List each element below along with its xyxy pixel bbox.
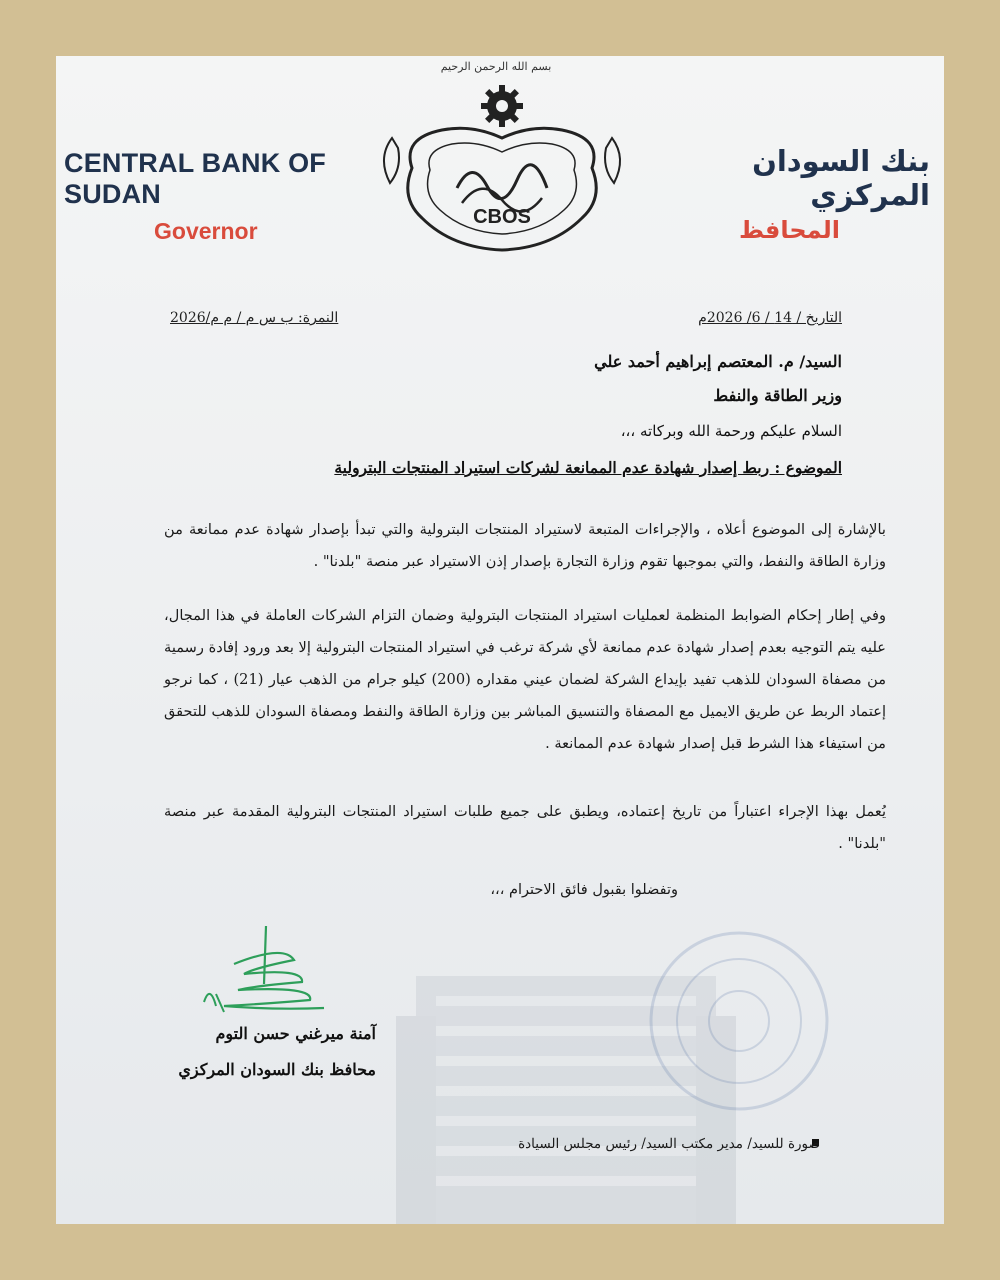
body-paragraph-3: يُعمل بهذا الإجراء اعتباراً من تاريخ إعتماده، ويطبق على جميع طلبات استيراد المنتجات البترولية المقدمة عبر منصة "بلدنا" . [164, 803, 886, 852]
logo-text: CBOS [473, 206, 531, 228]
signatory-name: آمنة ميرغني حسن التوم [215, 1024, 376, 1043]
body-paragraph-1: بالإشارة إلى الموضوع أعلاه ، والإجراءات المتبعة لاستيراد المنتجات البترولية والتي تبدأ بإصدار شهادة عدم ممانعة من وزارة الطاقة والنفط، والتي بموجبها تقوم وزارة التجارة بإصدار إذن الاستيراد عبر منصة "بلدنا" . [164, 521, 886, 570]
bank-name-arabic: بنك السودان المركزي [752, 144, 930, 212]
body-paragraph-2: وفي إطار إحكام الضوابط المنظمة لعمليات استيراد المنتجات البترولية وضمان التزام الشركات العاملة في هذا المجال، عليه يتم التوجيه بعدم إصدار شهادة عدم ممانعة لأي شركة ترغب في استيراد المنتجات البترولية إلا بعد ورود إفادة رسمية من مصفاة السودان للذهب تفيد بإيداع الشركة لضمان عيني مقداره (200) كيلو جرام من الذهب عيار (21) ، كما نرجو إعتماد الربط عن طريق الايميل مع المصفاة والتنسيق المباشر بين وزارة الطاقة والنفط ومصفاة السودان للذهب للتحقق من استيفاء هذا الشرط قبل إصدار شهادة عدم الممانعة . [164, 607, 887, 752]
cbos-logo [372, 58, 632, 258]
bismillah: بسم الله الرحمن الرحيم [440, 60, 552, 73]
handwritten-signature [194, 924, 344, 1024]
reference-number: النمرة: ب س م / م م/2026 [170, 310, 339, 326]
bank-name-english: CENTRAL BANK OF SUDAN [64, 148, 326, 209]
carbon-copy: صورة للسيد/ مدير مكتب السيد/ رئيس مجلس السيادة [518, 1136, 820, 1152]
recipient-name: السيد/ م. المعتصم إبراهيم أحمد علي [594, 352, 842, 371]
signatory-title: محافظ بنك السودان المركزي [178, 1060, 376, 1079]
greeting: السلام عليكم ورحمة الله وبركاته ،،، [620, 422, 842, 440]
role-english: Governor [154, 218, 258, 244]
subject-line: الموضوع : ربط إصدار شهادة عدم الممانعة لشركات استيراد المنتجات البترولية [334, 458, 842, 477]
letter-page [56, 56, 944, 1224]
bank-stamp [634, 926, 844, 1116]
closing-line: وتفضلوا بقبول فائق الاحترام ،،، [490, 882, 678, 898]
role-arabic: المحافظ [738, 216, 840, 244]
recipient-position: وزير الطاقة والنفط [713, 386, 842, 405]
letter-date: التاريخ / 14 / 6/ 2026م [698, 310, 842, 326]
